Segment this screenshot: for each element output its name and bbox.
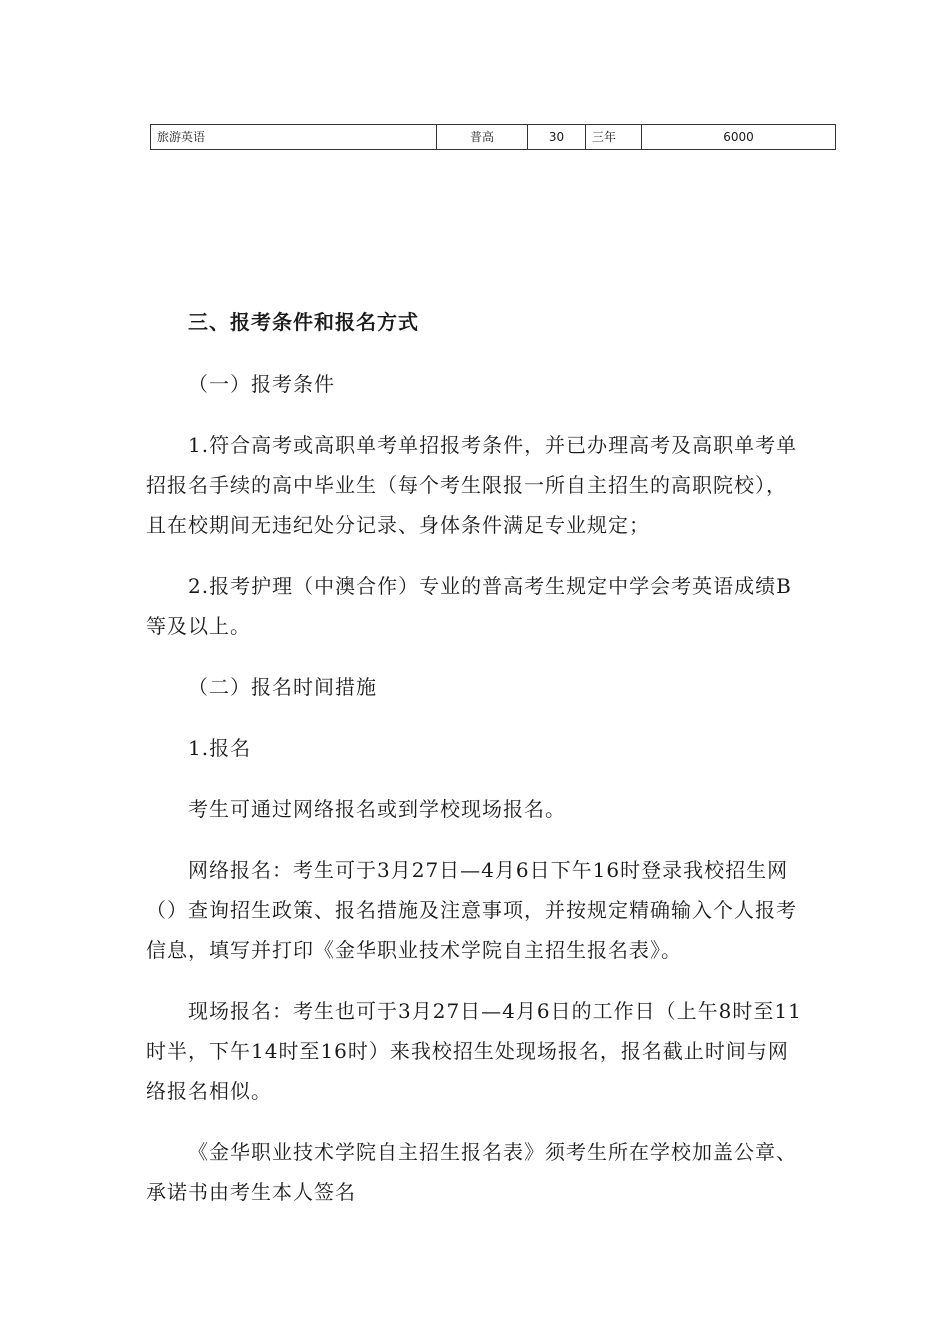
- registration-paragraph-1: 考生可通过网络报名或到学校现场报名。: [188, 797, 566, 821]
- registration-paragraph-form: 《金华职业技术学院自主招生报名表》须考生所在学校加盖公章、承诺书由考生本人签名: [146, 1140, 797, 1204]
- registration-paragraph-online: 网络报名：考生可于3月27日—4月6日下午16时登录我校招生网（）查询招生政策、报名措施及注意事项，并按规定精确输入个人报考信息，填写并打印《金华职业技术学院自主招生报名表》。: [146, 858, 797, 962]
- document-body: [146, 302, 806, 1233]
- registration-item-1: 1.报名: [188, 736, 252, 760]
- duration-cell: 三年: [586, 125, 642, 150]
- subsection-heading-conditions: （一）报考条件: [188, 372, 335, 396]
- table-row: [151, 125, 836, 150]
- registration-paragraph-onsite: 现场报名：考生也可于3月27日—4月6日的工作日（上午8时至11时半，下午14时至16时）来我校招生处现场报名，报名截止时间与网络报名相似。: [146, 999, 802, 1103]
- quota-cell: 30: [528, 125, 586, 150]
- major-cell: 旅游英语: [151, 125, 437, 150]
- subsection-heading-registration: （二）报名时间措施: [188, 675, 377, 699]
- condition-item-1: 1.符合高考或高职单考单招报考条件，并已办理高考及高职单考单招报名手续的高中毕业生（每个考生限报一所自主招生的高职院校），且在校期间无违纪处分记录、身体条件满足专业规定；: [146, 433, 798, 537]
- condition-item-2: 2.报考护理（中澳合作）专业的普高考生规定中学会考英语成绩B等及以上。: [146, 574, 792, 638]
- fee-cell: 6000: [642, 125, 836, 150]
- enrollment-table: [150, 124, 836, 150]
- type-cell: 普高: [437, 125, 528, 150]
- section-heading: 三、报考条件和报名方式: [188, 310, 419, 334]
